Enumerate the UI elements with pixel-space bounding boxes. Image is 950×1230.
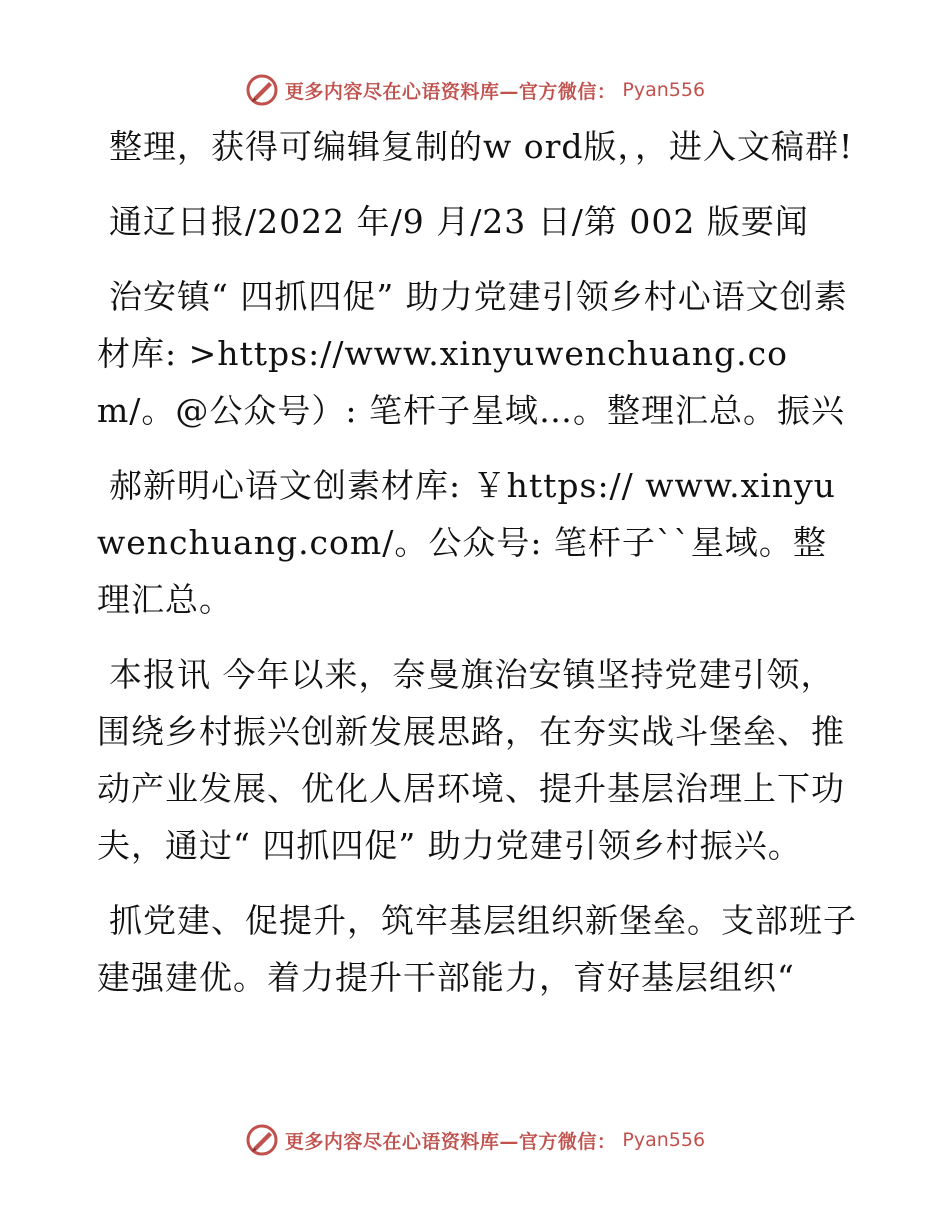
paragraph-body: 抓党建、促提升，筑牢基层组织新堡垒。支部班子建强建优。着力提升干部能力，育好基层组织“ bbox=[97, 901, 857, 997]
pen-logo-icon bbox=[245, 1123, 279, 1157]
footer-watermark-banner bbox=[0, 1120, 950, 1160]
paragraph-byline: 郝新明心语文创素材库: ￥https:// www.xinyuwenchuang.com/。公众号: 笔杆子``星域。整理汇总。 bbox=[97, 466, 836, 619]
banner-text: 更多内容尽在心语资料库—官方微信： bbox=[284, 80, 617, 103]
paragraph-headline: 治安镇“ 四抓四促” 助力党建引领乡村心语文创素材库: >https://www.xinyuwenchuang.com/。@公众号）: 笔杆子星域…。整理汇总。振兴 bbox=[97, 277, 848, 430]
paragraph-lead: 本报讯 今年以来，奈曼旗治安镇坚持党建引领，围绕乡村振兴创新发展思路，在夯实战斗堡垒、推动产业发展、优化人居环境、提升基层治理上下功夫，通过“ 四抓四促” 助力党建引领乡村振兴。 bbox=[97, 655, 845, 865]
banner-text: 更多内容尽在心语资料库—官方微信： bbox=[284, 1130, 617, 1153]
banner-contact: Pyan556 bbox=[622, 79, 706, 101]
banner-contact: Pyan556 bbox=[622, 1129, 706, 1151]
document-body bbox=[97, 118, 857, 1024]
header-watermark-banner bbox=[0, 70, 950, 110]
paragraph-intro: 整理，获得可编辑复制的w ord版，，进入文稿群! bbox=[109, 127, 854, 166]
pen-logo-icon bbox=[245, 73, 279, 107]
paragraph-source: 通辽日报/2022 年/9 月/23 日/第 002 版要闻 bbox=[109, 202, 809, 241]
